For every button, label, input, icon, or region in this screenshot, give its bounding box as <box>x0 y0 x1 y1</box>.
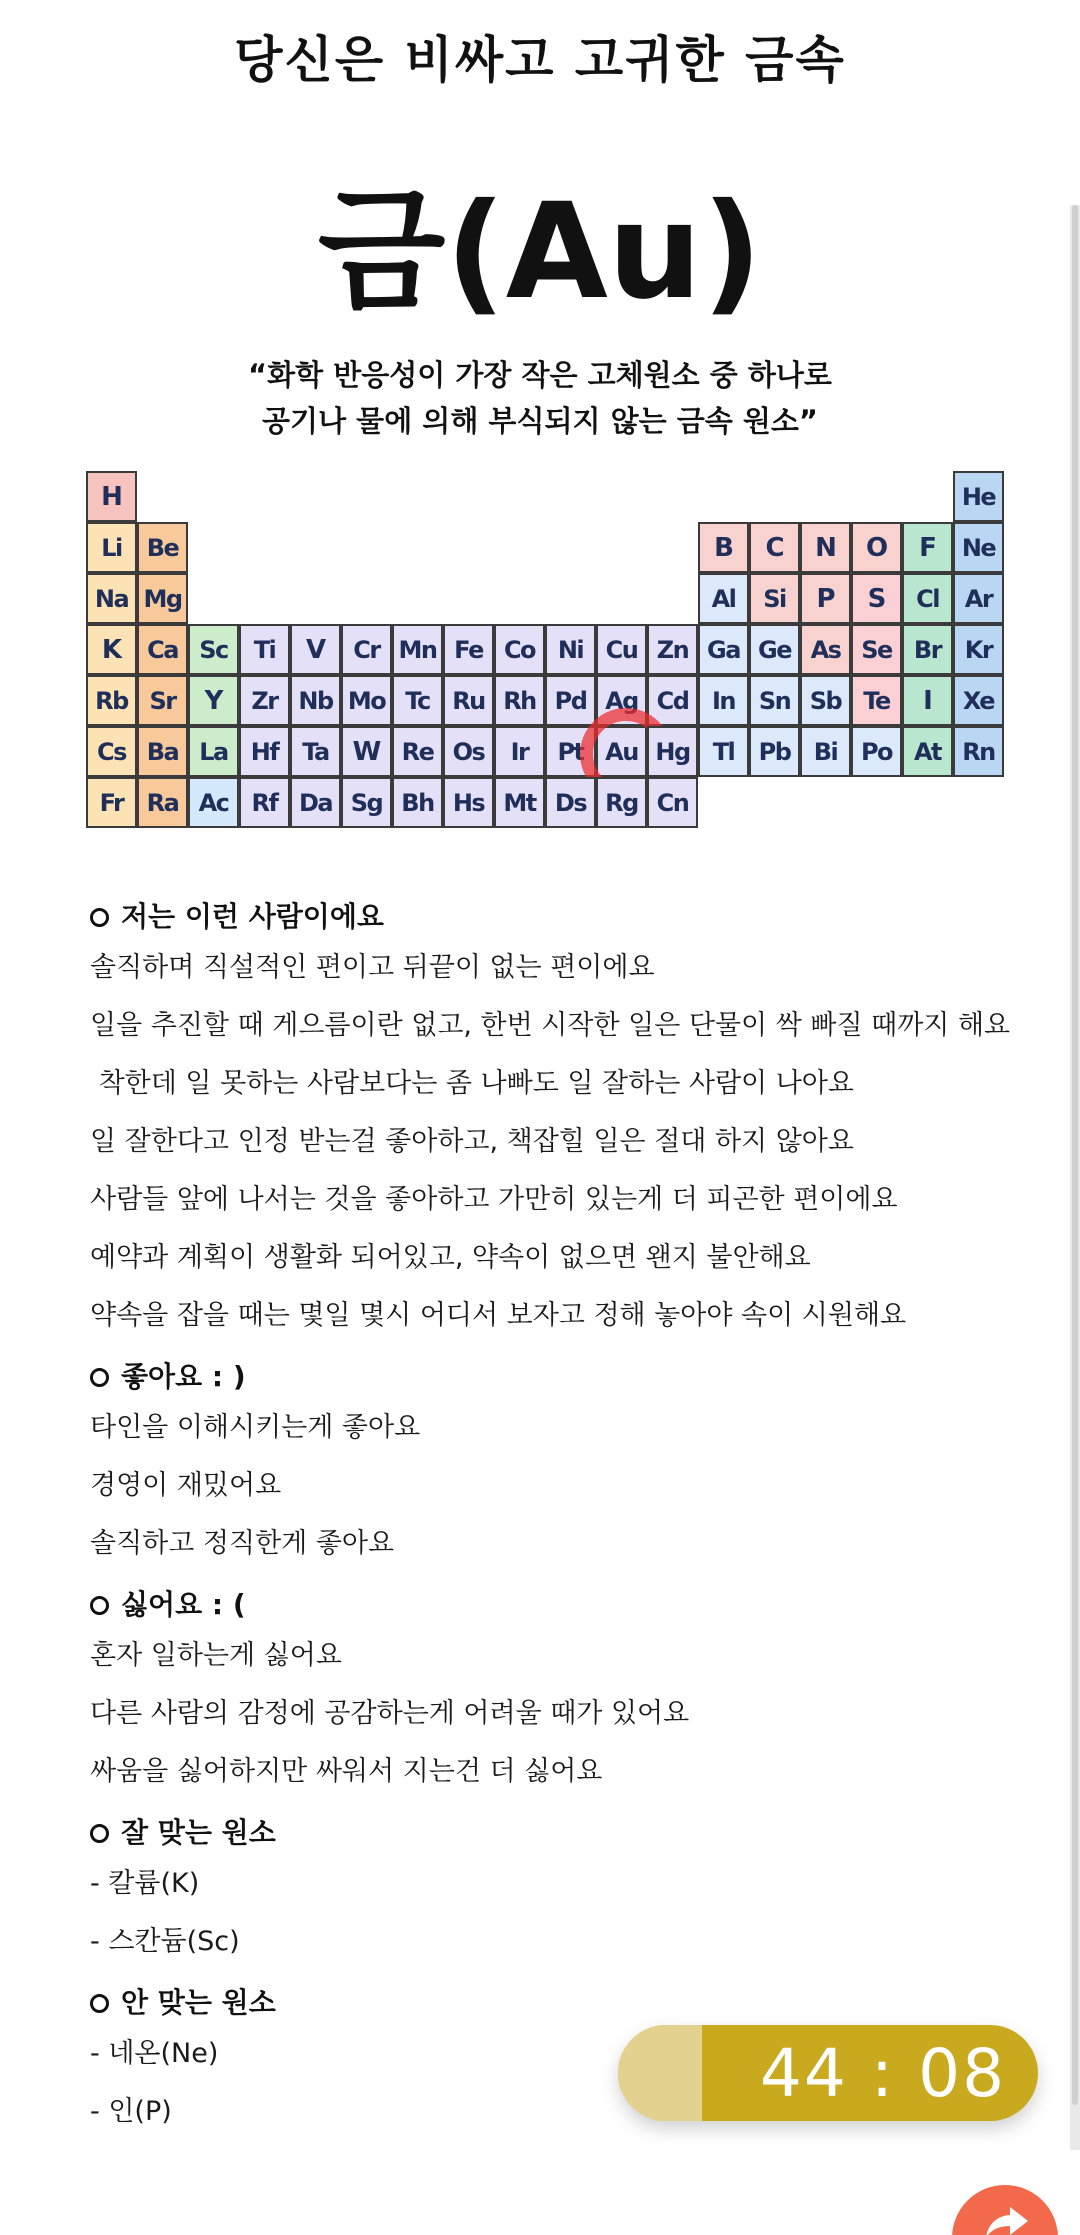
element-cell-ra: Ra <box>137 777 188 828</box>
element-cell-ar: Ar <box>953 573 1004 624</box>
element-cell-rf: Rf <box>239 777 290 828</box>
element-cell-tc: Tc <box>392 675 443 726</box>
section-title-text: 저는 이런 사람이에요 <box>121 900 384 933</box>
element-cell-v: V <box>290 624 341 675</box>
element-cell-br: Br <box>902 624 953 675</box>
element-cell-se: Se <box>851 624 902 675</box>
element-cell-mo: Mo <box>341 675 392 726</box>
element-cell-be: Be <box>137 522 188 573</box>
element-cell-la: La <box>188 726 239 777</box>
element-cell-nb: Nb <box>290 675 341 726</box>
bullet-circle-icon <box>90 1824 109 1843</box>
section-line: - 인(P) <box>90 2096 172 2127</box>
element-cell-ag: Ag <box>596 675 647 726</box>
section-line: 일 잘한다고 인정 받는걸 좋아하고, 책잡힐 일은 절대 하지 않아요 <box>90 1126 854 1157</box>
element-cell-mg: Mg <box>137 573 188 624</box>
element-cell-fr: Fr <box>86 777 137 828</box>
section-title-text: 싫어요 : ( <box>121 1588 246 1621</box>
element-cell-cr: Cr <box>341 624 392 675</box>
element-cell-sn: Sn <box>749 675 800 726</box>
element-cell-mn: Mn <box>392 624 443 675</box>
element-cell-ta: Ta <box>290 726 341 777</box>
element-cell-ga: Ga <box>698 624 749 675</box>
section-line: 다른 사람의 감정에 공감하는게 어려울 때가 있어요 <box>90 1698 690 1729</box>
periodic-table <box>86 471 1004 829</box>
element-title: 금(Au) <box>317 175 763 329</box>
element-cell-pb: Pb <box>749 726 800 777</box>
element-cell-w: W <box>341 726 392 777</box>
section-line: 혼자 일하는게 싫어요 <box>90 1640 342 1671</box>
section-line: 착한데 일 못하는 사람보다는 좀 나빠도 일 잘하는 사람이 나아요 <box>90 1068 854 1099</box>
element-cell-te: Te <box>851 675 902 726</box>
element-description-quote <box>0 352 1080 444</box>
element-cell-ge: Ge <box>749 624 800 675</box>
element-cell-sc: Sc <box>188 624 239 675</box>
element-cell-he: He <box>953 471 1004 522</box>
scrollbar-thumb[interactable] <box>1072 205 1078 2105</box>
element-cell-cl: Cl <box>902 573 953 624</box>
element-cell-rh: Rh <box>494 675 545 726</box>
element-cell-sg: Sg <box>341 777 392 828</box>
element-cell-hg: Hg <box>647 726 698 777</box>
section-line: 일을 추진할 때 게으름이란 없고, 한번 시작한 일은 단물이 싹 빠질 때까지 해요 <box>90 1010 1011 1041</box>
section-line: 사람들 앞에 나서는 것을 좋아하고 가만히 있는게 더 피곤한 편이에요 <box>90 1184 898 1215</box>
element-cell-zr: Zr <box>239 675 290 726</box>
section-title <box>90 1355 1050 1399</box>
element-cell-ir: Ir <box>494 726 545 777</box>
element-cell-ne: Ne <box>953 522 1004 573</box>
section-line: 타인을 이해시키는게 좋아요 <box>90 1412 421 1443</box>
element-cell-pd: Pd <box>545 675 596 726</box>
section-title <box>90 1811 1050 1855</box>
section-line: 솔직하고 정직한게 좋아요 <box>90 1528 395 1559</box>
scrollbar[interactable] <box>1070 205 1080 2150</box>
element-cell-ni: Ni <box>545 624 596 675</box>
element-cell-as: As <box>800 624 851 675</box>
element-cell-si: Si <box>749 573 800 624</box>
element-cell-cn: Cn <box>647 777 698 828</box>
section-line: - 스칸듐(Sc) <box>90 1926 240 1957</box>
element-cell-rg: Rg <box>596 777 647 828</box>
element-cell-fe: Fe <box>443 624 494 675</box>
element-cell-mt: Mt <box>494 777 545 828</box>
element-cell-sr: Sr <box>137 675 188 726</box>
element-cell-bh: Bh <box>392 777 443 828</box>
bullet-circle-icon <box>90 1994 109 2013</box>
bullet-circle-icon <box>90 908 109 927</box>
share-arrow-icon <box>982 2203 1032 2235</box>
element-cell-al: Al <box>698 573 749 624</box>
element-cell-co: Co <box>494 624 545 675</box>
element-cell-f: F <box>902 522 953 573</box>
element-cell-ru: Ru <box>443 675 494 726</box>
element-cell-b: B <box>698 522 749 573</box>
element-cell-h: H <box>86 471 137 522</box>
section-title <box>90 1583 1050 1627</box>
share-button[interactable] <box>952 2185 1058 2235</box>
section-line: 예약과 계획이 생활화 되어있고, 약속이 없으면 왠지 불안해요 <box>90 1242 811 1273</box>
section-title-text: 잘 맞는 원소 <box>121 1816 276 1849</box>
element-cell-da: Da <box>290 777 341 828</box>
section-line: 솔직하며 직설적인 편이고 뒤끝이 없는 편이에요 <box>90 952 655 983</box>
element-cell-hf: Hf <box>239 726 290 777</box>
section-title-text: 좋아요 : ) <box>121 1360 246 1393</box>
element-cell-cu: Cu <box>596 624 647 675</box>
element-cell-tl: Tl <box>698 726 749 777</box>
section-line: 싸움을 싫어하지만 싸워서 지는건 더 싫어요 <box>90 1756 603 1787</box>
element-cell-at: At <box>902 726 953 777</box>
element-cell-kr: Kr <box>953 624 1004 675</box>
element-cell-na: Na <box>86 573 137 624</box>
element-cell-zn: Zn <box>647 624 698 675</box>
timer-text: 44 : 08 <box>759 2034 1007 2112</box>
section-line: - 네온(Ne) <box>90 2038 219 2069</box>
section-line: 경영이 재밌어요 <box>90 1470 282 1501</box>
element-cell-s: S <box>851 573 902 624</box>
section-title <box>90 895 1050 939</box>
element-cell-ds: Ds <box>545 777 596 828</box>
countdown-timer <box>618 2025 1038 2121</box>
element-cell-p: P <box>800 573 851 624</box>
quote-line: “화학 반응성이 가장 작은 고체원소 중 하나로 <box>248 358 832 392</box>
element-cell-y: Y <box>188 675 239 726</box>
element-cell-i: I <box>902 675 953 726</box>
element-cell-o: O <box>851 522 902 573</box>
element-cell-c: C <box>749 522 800 573</box>
element-cell-bi: Bi <box>800 726 851 777</box>
element-cell-ca: Ca <box>137 624 188 675</box>
element-cell-li: Li <box>86 522 137 573</box>
bullet-circle-icon <box>90 1368 109 1387</box>
element-cell-k: K <box>86 624 137 675</box>
timer-progress-track <box>618 2025 702 2121</box>
element-cell-n: N <box>800 522 851 573</box>
personality-content <box>90 895 1050 2141</box>
element-cell-cs: Cs <box>86 726 137 777</box>
element-cell-os: Os <box>443 726 494 777</box>
element-cell-ac: Ac <box>188 777 239 828</box>
section-line: - 칼륨(K) <box>90 1868 200 1899</box>
element-cell-cd: Cd <box>647 675 698 726</box>
element-cell-pt: Pt <box>545 726 596 777</box>
element-cell-ba: Ba <box>137 726 188 777</box>
element-cell-sb: Sb <box>800 675 851 726</box>
element-cell-rb: Rb <box>86 675 137 726</box>
element-cell-xe: Xe <box>953 675 1004 726</box>
result-subtitle: 당신은 비싸고 고귀한 금속 <box>234 31 846 89</box>
element-cell-po: Po <box>851 726 902 777</box>
element-cell-ti: Ti <box>239 624 290 675</box>
bullet-circle-icon <box>90 1596 109 1615</box>
section-title <box>90 1981 1050 2025</box>
element-cell-au: Au <box>596 726 647 777</box>
element-cell-rn: Rn <box>953 726 1004 777</box>
section-title-text: 안 맞는 원소 <box>121 1986 276 2019</box>
element-cell-in: In <box>698 675 749 726</box>
element-cell-re: Re <box>392 726 443 777</box>
quote-line: 공기나 물에 의해 부식되지 않는 금속 원소” <box>262 404 818 438</box>
element-cell-hs: Hs <box>443 777 494 828</box>
section-line: 약속을 잡을 때는 몇일 몇시 어디서 보자고 정해 놓아야 속이 시원해요 <box>90 1300 907 1331</box>
